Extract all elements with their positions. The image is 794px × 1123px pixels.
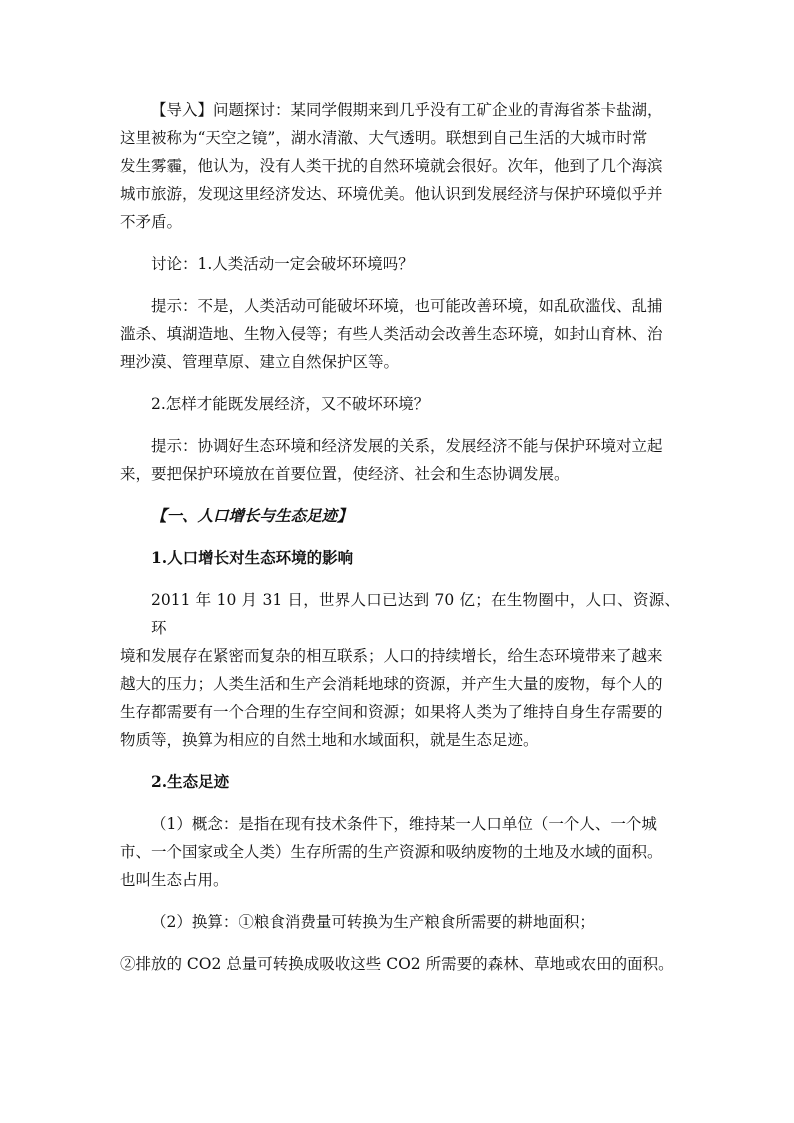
discussion-1-question: 讨论：1.人类活动一定会破坏环境吗？ xyxy=(151,255,414,273)
discussion-1-answer xyxy=(120,292,680,376)
answer-line: 滥杀、填湖造地、生物入侵等；有些人类活动会改善生态环境，如封山育林、治 xyxy=(120,325,663,343)
paragraph-line: 境和发展存在紧密而复杂的相互联系；人口的持续增长，给生态环境带来了越来 xyxy=(120,647,663,665)
conversion-line: （2）换算：①粮食消费量可转换为生产粮食所需要的耕地面积； xyxy=(151,913,595,931)
intro-line: 不矛盾。 xyxy=(120,213,183,231)
answer-line: 提示：协调好生态环境和经济发展的关系，发展经济不能与保护环境对立起 xyxy=(151,437,663,455)
paragraph-line: 物质等，换算为相应的自然土地和水域面积，就是生态足迹。 xyxy=(120,731,539,749)
paragraph-line: 生存都需要有一个合理的生存空间和资源；如果将人类为了维持自身生存需要的 xyxy=(120,703,663,721)
conversion-line-2: ②排放的 CO2 总量可转换成吸收这些 CO2 所需要的森林、草地或农田的面积。 xyxy=(120,955,674,973)
section-title: 【一、人口增长与生态足迹】 xyxy=(151,506,353,525)
concept-paragraph xyxy=(120,810,680,894)
intro-line: 这里被称为“天空之镜”，湖水清澈、大气透明。联想到自己生活的大城市时常 xyxy=(120,129,648,147)
subsection-2-title: 2.生态足迹 xyxy=(151,772,230,791)
paragraph-line: 也叫生态占用。 xyxy=(120,871,229,889)
population-paragraph xyxy=(120,586,680,754)
paragraph-line: （1）概念：是指在现有技术条件下，维持某一人口单位（一个人、一个城 xyxy=(151,815,657,833)
intro-line: 【导入】问题探讨：某同学假期来到几乎没有工矿企业的青海省茶卡盐湖， xyxy=(151,101,663,119)
paragraph-line: 2011 年 10 月 31 日，世界人口已达到 70 亿；在生物圈中，人口、资源、环 xyxy=(151,591,680,637)
answer-line: 提示：不是，人类活动可能破坏环境，也可能改善环境，如乱砍滥伐、乱捕 xyxy=(151,297,663,315)
paragraph-line: 市、一个国家或全人类）生存所需的生产资源和吸纳废物的土地及水域的面积。 xyxy=(120,843,663,861)
paragraph-line: 越大的压力；人类生活和生产会消耗地球的资源，并产生大量的废物，每个人的 xyxy=(120,675,663,693)
document-page xyxy=(120,96,680,992)
intro-line: 城市旅游，发现这里经济发达、环境优美。他认识到发展经济与保护环境似乎并 xyxy=(120,185,663,203)
discussion-2-answer xyxy=(120,432,680,488)
discussion-2-question: 2.怎样才能既发展经济，又不破坏环境？ xyxy=(151,395,430,413)
answer-line: 来，要把保护环境放在首要位置，使经济、社会和生态协调发展。 xyxy=(120,465,570,483)
subsection-1-title: 1.人口增长对生态环境的影响 xyxy=(151,548,354,567)
answer-line: 理沙漠、管理草原、建立自然保护区等。 xyxy=(120,353,400,371)
intro-line: 发生雾霾，他认为，没有人类干扰的自然环境就会很好。次年，他到了几个海滨 xyxy=(120,157,663,175)
intro-paragraph xyxy=(120,96,680,236)
